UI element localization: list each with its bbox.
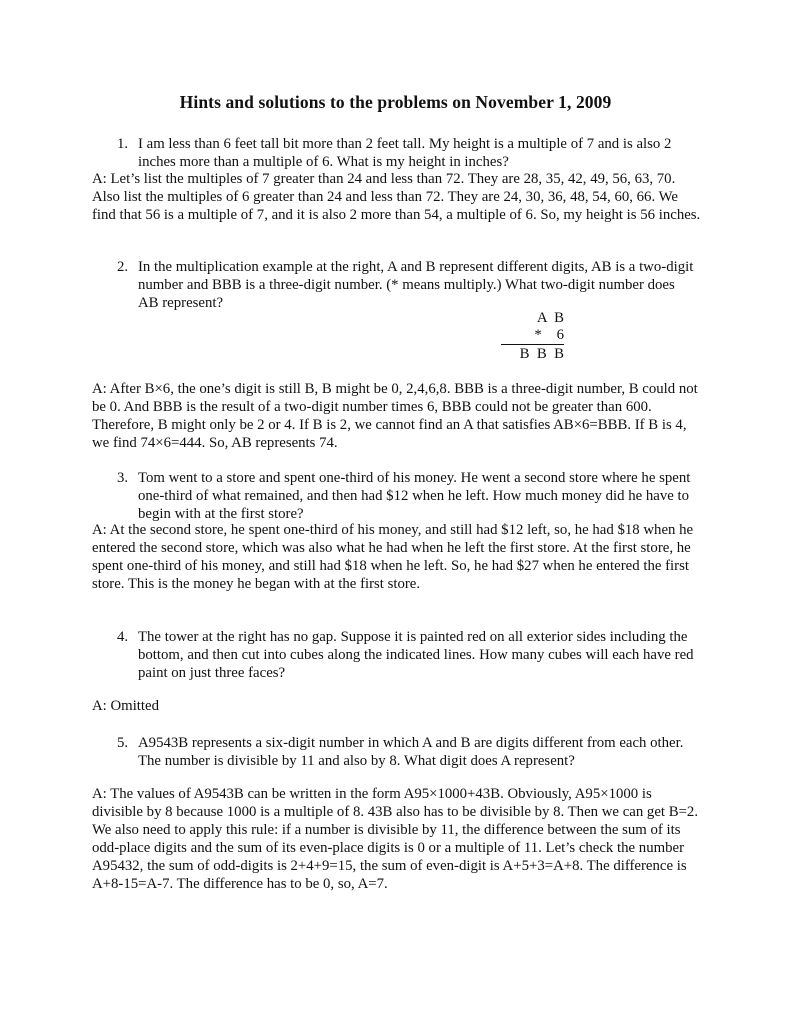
problem-number: 3. <box>117 470 129 486</box>
problem-5-answer: A: The values of A9543B can be written in the form A95×1000+43B. Obviously, A95×1000 is divisible by 8 because 1000 is a multiple of 8. 43B also has to be divisible by 8. Then we can get B=2. We also need to apply this rule: if a number is divisible by 11, the difference between the sum of its odd-place digits and the sum of its even-place digits is 0 or a multiple of 11. Let’s check the number A95432, the sum of odd-digits is 2+4+9=15, the sum of even-digit is A+5+3=A+8. The difference is A+8-15=A-7. The difference has to be 0, so, A=7. <box>92 786 699 892</box>
multiplier-row: * 6 <box>534 327 564 343</box>
problem-number: 2. <box>117 259 129 275</box>
product-rule <box>501 344 564 345</box>
problem-number: 1. <box>117 136 129 152</box>
page-title: Hints and solutions to the problems on November 1, 2009 <box>179 92 612 112</box>
multiplication-figure <box>498 310 564 363</box>
question-text: Tom went to a store and spent one-third of his money. He went a second store where he spent one-third of what remained, and then had $12 when he left. How much money did he have to begin with at the first store? <box>138 470 691 522</box>
problem-4-question <box>117 628 697 682</box>
problem-number: 4. <box>117 629 129 645</box>
product-row: B B B <box>519 346 564 362</box>
problem-2-question <box>117 258 697 312</box>
problem-2-answer: A: After B×6, the one’s digit is still B, B might be 0, 2,4,6,8. BBB is a three-digit number, B could not be 0. And BBB is the result of a two-digit number times 6, BBB could not be greater than 600. Therefore, B might only be 2 or 4. If B is 2, we cannot find an A that satisfies AB×6=BBB. If B is 4, we find 74×6=444. So, AB represents 74. <box>92 381 698 451</box>
question-text: I am less than 6 feet tall bit more than 2 feet tall. My height is a multiple of 7 and is also 2 inches more than a multiple of 6. What is my height in inches? <box>138 136 672 170</box>
problem-number: 5. <box>117 735 129 751</box>
multiplicand-row: A B <box>536 310 564 326</box>
problem-4-answer: A: Omitted <box>92 698 159 714</box>
problem-1-answer: A: Let’s list the multiples of 7 greater than 24 and less than 72. They are 28, 35, 42, 49, 56, 63, 70. Also list the multiples of 6 greater than 24 and less than 72. They are 24, 30, 36, 48, 54, 60, 66. We find that 56 is a multiple of 7, and it is also 2 more than 54, a multiple of 6. So, my height is 56 inches. <box>92 171 701 223</box>
problem-1-question <box>117 135 697 171</box>
problem-5-question <box>117 734 697 770</box>
problem-3-question <box>117 469 697 523</box>
problem-3-answer: A: At the second store, he spent one-third of his money, and still had $12 left, so, he had $18 when he entered the second store, which was also what he had when he left the first store. At the first store, he spent one-third of his money, and still had $18 when he left. So, he had $27 when he entered the first store. This is the money he began with at the first store. <box>92 522 694 592</box>
question-text: In the multiplication example at the right, A and B represent different digits, AB is a two-digit number and BBB is a three-digit number. (* means multiply.) What two-digit number does AB represent? <box>138 259 694 311</box>
question-text: The tower at the right has no gap. Suppose it is painted red on all exterior sides including the bottom, and then cut into cubes along the indicated lines. How many cubes will each have red paint on just three faces? <box>138 629 694 681</box>
question-text: A9543B represents a six-digit number in which A and B are digits different from each other. The number is divisible by 11 and also by 8. What digit does A represent? <box>138 735 684 769</box>
